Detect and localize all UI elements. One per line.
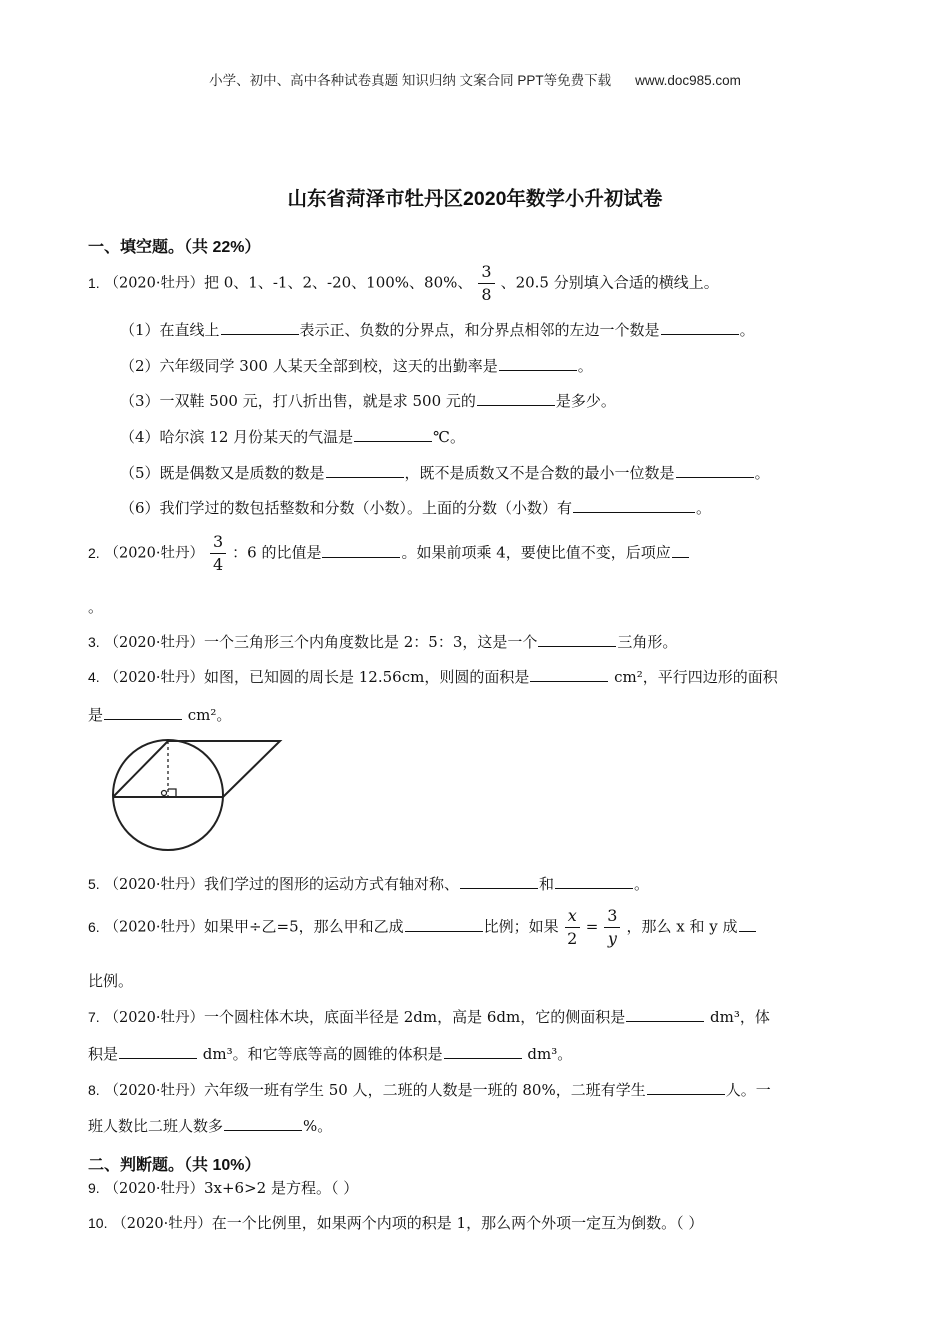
q1-sub-4: （4）哈尔滨 12 月份某天的气温是 ℃。 [120, 428, 465, 446]
question-number: 2. [88, 544, 100, 561]
question-7: 7. （2020·牡丹）一个圆柱体木块，底面半径是 2dm，高是 6dm，它的侧面积是 dm³，体 [88, 1008, 770, 1026]
answer-blank[interactable] [477, 391, 555, 406]
question-number: 3. [88, 634, 100, 650]
q1-sub-5: （5）既是偶数又是质数的数是 ，既不是质数又不是合数的最小一位数是 。 [120, 464, 770, 482]
answer-blank[interactable] [573, 498, 695, 513]
question-source: （2020·牡丹） [104, 919, 204, 936]
section-true-false: 二、判断题。（共 10%） [88, 1157, 261, 1174]
answer-blank[interactable] [739, 917, 756, 932]
answer-blank[interactable] [676, 463, 754, 478]
question-source: （2020·牡丹） [112, 1216, 212, 1232]
answer-blank[interactable] [322, 543, 400, 558]
question-source: （2020·牡丹） [104, 1083, 204, 1099]
question-7-line-2: 积是 dm³。和它等底等高的圆锥的体积是 dm³。 [88, 1045, 573, 1063]
page-title: 山东省菏泽市牡丹区2020年数学小升初试卷 [287, 188, 663, 210]
answer-blank[interactable] [354, 427, 432, 442]
answer-blank[interactable] [460, 874, 538, 889]
question-6: 6. （2020·牡丹）如果甲÷乙=5，那么甲和乙成 比例；如果 $\frac{x}{2}$ = $\frac{3}{y}$ ，那么 x 和 y 成 [88, 908, 757, 947]
question-number: 6. [88, 918, 100, 935]
question-8-line-2: 班人数比二班人数多 %。 [88, 1117, 333, 1135]
question-8: 8. （2020·牡丹）六年级一班有学生 50 人，二班的人数是一班的 80%，二班有学生 人。一 [88, 1081, 771, 1099]
question-source: （2020·牡丹） [104, 670, 204, 686]
answer-blank[interactable] [326, 463, 404, 478]
question-source: （2020·牡丹） [104, 275, 204, 292]
question-number: 1. [88, 274, 100, 291]
question-6-line-2: 比例。 [88, 972, 134, 990]
question-source: （2020·牡丹） [104, 635, 204, 651]
question-2: 2. （2020·牡丹） $\frac{3}{4}$ ：6 的比值是 。如果前项乘 4，要使比值不变，后项应 [88, 534, 690, 573]
header-text: 小学、初中、高中各种试卷真题 知识归纳 文案合同 PPT等免费下载 [209, 73, 612, 88]
question-number: 10. [88, 1215, 108, 1231]
answer-blank[interactable] [530, 667, 608, 682]
question-source: （2020·牡丹） [104, 877, 204, 893]
fraction: $\frac{3}{4}$ [210, 534, 226, 573]
answer-blank[interactable] [499, 356, 577, 371]
question-source: （2020·牡丹） [104, 545, 204, 562]
answer-blank[interactable] [647, 1080, 725, 1095]
question-number: 4. [88, 669, 100, 685]
q1-sub-6: （6）我们学过的数包括整数和分数（小数）。上面的分数（小数）有 。 [120, 499, 712, 517]
question-9: 9. （2020·牡丹）3x+6>2 是方程。（ ） [88, 1179, 359, 1197]
header-site-link[interactable]: www.doc985.com [635, 73, 741, 88]
question-4: 4. （2020·牡丹）如图，已知圆的周长是 12.56cm，则圆的面积是 cm²，平行四边形的面积 [88, 668, 778, 686]
answer-blank[interactable] [672, 543, 689, 558]
question-number: 7. [88, 1009, 100, 1025]
question-number: 8. [88, 1082, 100, 1098]
center-point [162, 791, 167, 796]
q1-sub-2: （2）六年级同学 300 人某天全部到校，这天的出勤率是 。 [120, 357, 593, 375]
q1-sub-1: （1）在直线上 表示正、负数的分界点，和分界点相邻的左边一个数是 。 [120, 321, 755, 339]
q1-sub-3: （3）一双鞋 500 元，打八折出售，就是求 500 元的 是多少。 [120, 392, 616, 410]
right-angle-mark [168, 789, 176, 797]
answer-blank[interactable] [104, 705, 182, 720]
fraction: $\frac{3}{8}$ [478, 264, 494, 303]
question-4-line-2: 是 cm²。 [88, 706, 232, 724]
question-source: （2020·牡丹） [104, 1181, 204, 1197]
circle-parallelogram-figure [105, 735, 290, 855]
answer-blank[interactable] [444, 1044, 522, 1059]
page-header [0, 69, 950, 89]
question-10: 10. （2020·牡丹）在一个比例里，如果两个内项的积是 1，那么两个外项一定互为倒数。（ ） [88, 1214, 704, 1232]
question-source: （2020·牡丹） [104, 1010, 204, 1026]
question-number: 9. [88, 1180, 100, 1196]
question-number: 5. [88, 876, 100, 892]
answer-blank[interactable] [626, 1007, 704, 1022]
answer-blank[interactable] [119, 1044, 197, 1059]
section-fill-blank: 一、填空题。（共 22%） [88, 239, 261, 256]
question-1 [88, 264, 719, 303]
answer-blank[interactable] [221, 320, 299, 335]
fraction-x-over-2: $\frac{x}{2}$ [565, 908, 580, 947]
question-2-end: 。 [88, 598, 104, 616]
question-5: 5. （2020·牡丹）我们学过的图形的运动方式有轴对称、 和 。 [88, 875, 650, 893]
answer-blank[interactable] [224, 1116, 302, 1131]
answer-blank[interactable] [405, 917, 483, 932]
answer-blank[interactable] [538, 632, 616, 647]
fraction-3-over-y: $\frac{3}{y}$ [604, 908, 620, 947]
question-text: 、20.5 分别填入合适的横线上。 [500, 273, 719, 292]
question-3: 3. （2020·牡丹）一个三角形三个内角度数比是 2：5：3，这是一个 三角形。 [88, 633, 678, 651]
answer-blank[interactable] [555, 874, 633, 889]
question-text: 把 0、1、-1、2、-20、100%、80%、 [203, 273, 473, 292]
answer-blank[interactable] [661, 320, 739, 335]
